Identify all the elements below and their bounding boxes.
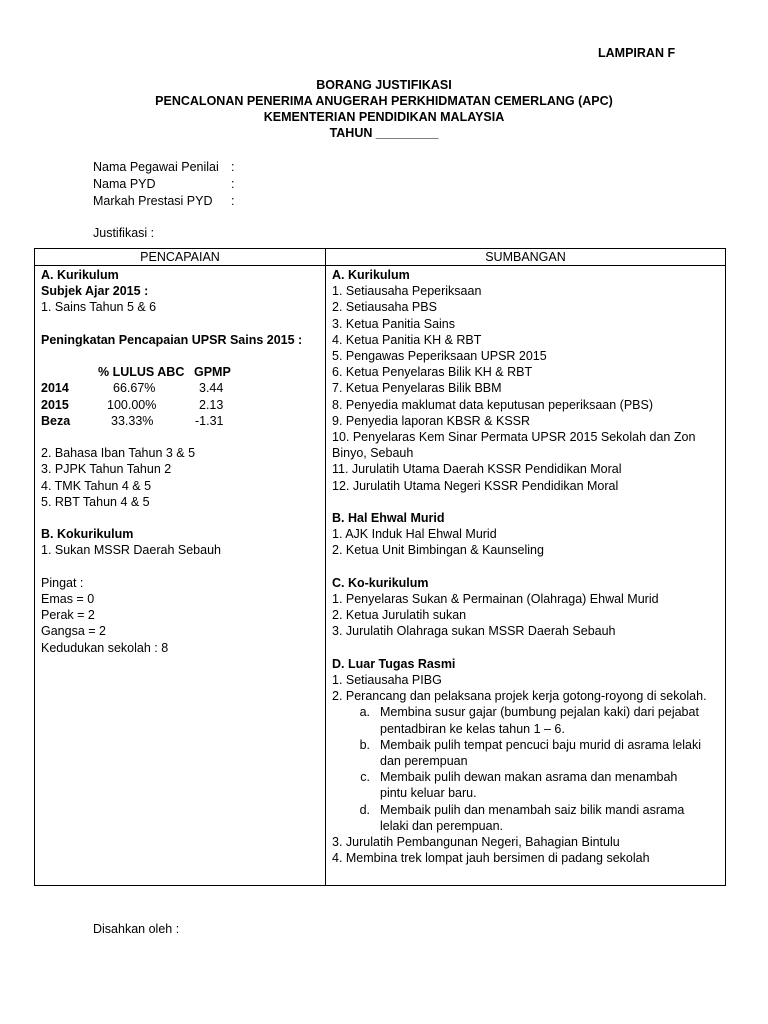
info-sep: : — [231, 160, 235, 174]
list-item: 3. PJPK Tahun Tahun 2 — [41, 462, 172, 477]
sub-item — [332, 704, 724, 736]
list-item: Binyo, Sebauh — [332, 446, 414, 461]
list-item: 2. Bahasa Iban Tahun 3 & 5 — [41, 446, 196, 461]
disahkan-label: Disahkan oleh : — [93, 922, 180, 936]
sub-item-letter: d. — [359, 802, 370, 817]
list-item: 12. Jurulatih Utama Negeri KSSR Pendidikan Moral — [332, 478, 619, 493]
list-item: 1. Setiausaha PIBG — [332, 673, 442, 688]
info-sep: : — [231, 177, 235, 191]
sumbangan-column — [332, 267, 724, 866]
info-label: Markah Prestasi PYD — [93, 194, 213, 208]
list-item: 3. Ketua Panitia Sains — [332, 316, 455, 331]
info-row-pyd — [93, 176, 234, 193]
score-lulus: 33.33% — [111, 413, 154, 428]
list-item: 1. Setiausaha Peperiksaan — [332, 284, 482, 299]
info-block — [93, 159, 234, 210]
justification-table — [34, 248, 726, 886]
list-item: 9. Penyedia laporan KBSR & KSSR — [332, 413, 531, 428]
section-heading: D. Luar Tugas Rasmi — [332, 656, 456, 671]
header-sumbangan: SUMBANGAN — [485, 250, 566, 264]
info-sep: : — [231, 194, 235, 208]
gpmp-header: GPMP — [194, 365, 231, 380]
score-label: 2014 — [41, 381, 69, 396]
sub-item — [332, 737, 724, 769]
lulus-header: % LULUS ABC — [98, 365, 185, 380]
year-line: TAHUN _________ — [329, 126, 439, 140]
score-lulus: 100.00% — [107, 397, 157, 412]
score-gpmp: -1.31 — [195, 413, 224, 428]
section-heading: B. Hal Ehwal Murid — [332, 511, 445, 526]
score-row — [41, 380, 321, 396]
score-row — [41, 397, 321, 413]
sub-item-line: Membaik pulih tempat pencuci baju murid di asrama lelaki — [380, 737, 701, 752]
list-item: 7. Ketua Penyelaras Bilik BBM — [332, 381, 502, 396]
list-item: 8. Penyedia maklumat data keputusan peperiksaan (PBS) — [332, 397, 654, 412]
score-header-row — [41, 364, 321, 380]
header-pencapaian: PENCAPAIAN — [140, 250, 220, 264]
subjek-heading: Subjek Ajar 2015 : — [41, 284, 149, 299]
sub-item-line: pintu keluar baru. — [380, 786, 477, 801]
list-item: 1. Sukan MSSR Daerah Sebauh — [41, 543, 221, 558]
column-divider — [325, 249, 326, 885]
section-heading: B. Kokurikulum — [41, 527, 134, 542]
score-gpmp: 2.13 — [199, 397, 224, 412]
sub-item-line: lelaki dan perempuan. — [380, 818, 503, 833]
score-lulus: 66.67% — [113, 381, 156, 396]
list-item: 1. Penyelaras Sukan & Permainan (Olahraga) Ehwal Murid — [332, 592, 659, 607]
list-item: 1. AJK Induk Hal Ehwal Murid — [332, 527, 497, 542]
list-item: 1. Sains Tahun 5 & 6 — [41, 300, 157, 315]
info-row-penilai — [93, 159, 234, 176]
lampiran-label: LAMPIRAN F — [598, 46, 676, 60]
sub-item — [332, 802, 724, 834]
list-item: 11. Jurulatih Utama Daerah KSSR Pendidikan Moral — [332, 462, 622, 477]
list-item: 10. Penyelaras Kem Sinar Permata UPSR 2015 Sekolah dan Zon — [332, 430, 696, 445]
justifikasi-label: Justifikasi : — [93, 226, 155, 240]
sub-item-letter: a. — [359, 705, 370, 720]
sub-item-line: Membaik pulih dan menambah saiz bilik mandi asrama — [380, 802, 685, 817]
sub-item-letter: c. — [360, 770, 370, 785]
list-item: 2. Ketua Unit Bimbingan & Kaunseling — [332, 543, 544, 558]
info-row-markah — [93, 193, 234, 210]
score-row — [41, 413, 321, 429]
sub-item-line: dan perempuan — [380, 754, 468, 769]
list-item: 3. Jurulatih Olahraga sukan MSSR Daerah Sebauh — [332, 624, 616, 639]
list-item: 3. Jurulatih Pembangunan Negeri, Bahagian Bintulu — [332, 835, 620, 850]
score-label: 2015 — [41, 397, 69, 412]
form-title: BORANG JUSTIFIKASI — [316, 78, 452, 92]
sub-item — [332, 769, 724, 801]
list-item: 4. TMK Tahun 4 & 5 — [41, 478, 152, 493]
list-item: 4. Ketua Panitia KH & RBT — [332, 332, 482, 347]
list-item: Gangsa = 2 — [41, 624, 106, 639]
score-gpmp: 3.44 — [199, 381, 224, 396]
sub-item-letter: b. — [359, 737, 370, 752]
section-heading: A. Kurikulum — [332, 268, 410, 282]
peningkatan-heading: Peningkatan Pencapaian UPSR Sains 2015 : — [41, 332, 303, 347]
list-item: 2. Perancang dan pelaksana projek kerja gotong-royong di sekolah. — [332, 689, 707, 704]
sub-item-line: pentadbiran ke kelas tahun 1 – 6. — [380, 721, 565, 736]
list-item: 2. Setiausaha PBS — [332, 300, 437, 315]
info-label: Nama PYD — [93, 177, 156, 191]
form-title-block — [0, 77, 768, 141]
section-heading: A. Kurikulum — [41, 268, 119, 282]
pencapaian-column — [41, 267, 321, 656]
pingat-heading: Pingat : — [41, 575, 84, 590]
form-subtitle: PENCALONAN PENERIMA ANUGERAH PERKHIDMATAN CEMERLANG (APC) — [155, 94, 613, 108]
ministry-name: KEMENTERIAN PENDIDIKAN MALAYSIA — [263, 110, 505, 124]
table-header — [35, 249, 725, 266]
list-item: Kedudukan sekolah : 8 — [41, 640, 169, 655]
list-item: 2. Ketua Jurulatih sukan — [332, 608, 467, 623]
list-item: Perak = 2 — [41, 608, 95, 623]
list-item: 5. RBT Tahun 4 & 5 — [41, 494, 150, 509]
sub-item-line: Membaik pulih dewan makan asrama dan menambah — [380, 770, 678, 785]
list-item: 5. Pengawas Peperiksaan UPSR 2015 — [332, 349, 547, 364]
score-label: Beza — [41, 413, 71, 428]
section-heading: C. Ko-kurikulum — [332, 575, 429, 590]
sub-item-line: Membina susur gajar (bumbung pejalan kaki) dari pejabat — [380, 705, 699, 720]
list-item: 4. Membina trek lompat jauh bersimen di padang sekolah — [332, 851, 650, 866]
list-item: 6. Ketua Penyelaras Bilik KH & RBT — [332, 365, 533, 380]
list-item: Emas = 0 — [41, 591, 95, 606]
info-label: Nama Pegawai Penilai — [93, 160, 219, 174]
